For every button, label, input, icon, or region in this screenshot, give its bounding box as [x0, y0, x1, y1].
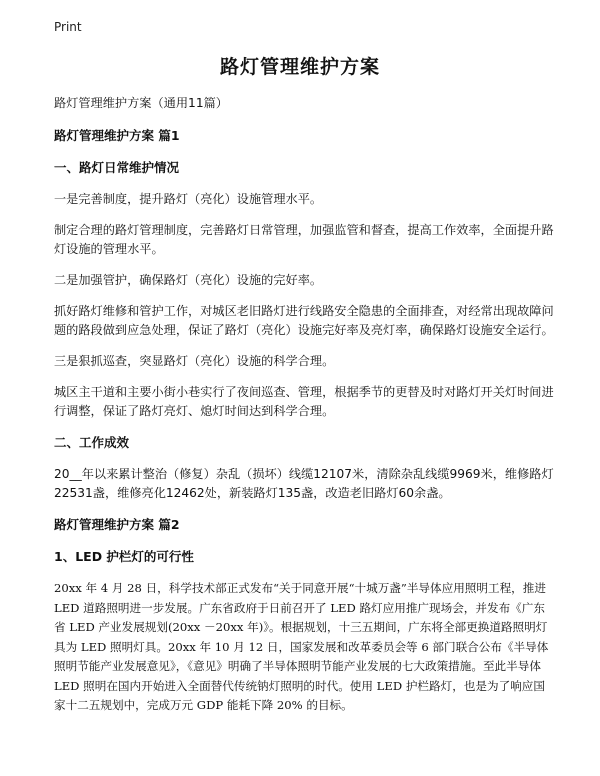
paragraph: 三是狠抓巡查，突显路灯（亮化）设施的科学合理。	[54, 354, 335, 368]
paragraph: 20__年以来累计整治（修复）杂乱（损坏）线缆12107米，清除杂乱线缆9969米，维修路灯22531盏，维修亮化12462处，新装路灯135盏，改造老旧路灯60余盏。	[54, 467, 554, 500]
page-title: 路灯管理维护方案	[219, 56, 380, 78]
article-1-section-1-heading: 一、路灯日常维护情况	[54, 160, 180, 175]
print-link[interactable]: Print	[54, 20, 82, 34]
paragraph: 抓好路灯维修和管护工作，对城区老旧路灯进行线路安全隐患的全面排查，对经常出现故障问题的路段做到应急处理，保证了路灯（亮化）设施完好率及亮灯率，确保路灯设施安全运行。	[54, 304, 554, 337]
document-subtitle: 路灯管理维护方案（通用11篇）	[54, 96, 228, 110]
paragraph: 20xx 年 4 月 28 日，科学技术部正式发布“关于同意开展“十城万盏”半导体应用照明工程，推进 LED 道路照明进一步发展。广东省政府于日前召开了 LED 路灯应用推广现场会，并发布《广东省 LED 产业发展规划(20xx －20xx 年)》。根据规划，十三五期间，广东将全部更换道路照明灯具为 LED 照明灯具。20xx 年 10 月 12 日，国家发展和改革委员会等 6 部门联合公布《半导体照明节能产业发展意见》，《意见》明确了半导体照明节能产业发展的七大政策措施。至此半导体 LED 照明在国内开始进入全面替代传统钠灯照明的时代。使用 LED 护栏路灯，也是为了响应国家十二五规划中，完成万元 GDP 能耗下降 20% 的目标。	[54, 581, 549, 712]
article-1-heading: 路灯管理维护方案 篇1	[54, 128, 180, 143]
paragraph: 二是加强管护，确保路灯（亮化）设施的完好率。	[54, 273, 323, 287]
document-body	[54, 94, 554, 728]
article-1-section-2-heading: 二、工作成效	[54, 435, 130, 450]
article-2-section-1-heading: 1、LED 护栏灯的可行性	[54, 549, 194, 564]
article-2-heading: 路灯管理维护方案 篇2	[54, 517, 180, 532]
paragraph: 制定合理的路灯管理制度，完善路灯日常管理，加强监管和督查，提高工作效率，全面提升路灯设施的管理水平。	[54, 223, 554, 256]
paragraph: 一是完善制度，提升路灯（亮化）设施管理水平。	[54, 192, 323, 206]
paragraph: 城区主干道和主要小街小巷实行了夜间巡查、管理，根据季节的更替及时对路灯开关灯时间进行调整，保证了路灯亮灯、熄灯时间达到科学合理。	[54, 385, 554, 418]
